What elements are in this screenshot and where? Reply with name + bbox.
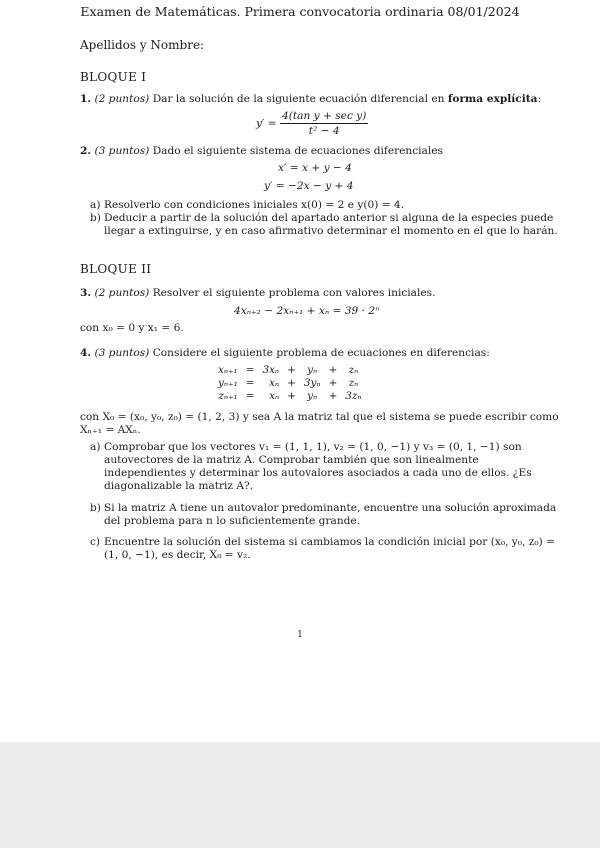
q3-text: Resolver el siguiente problema con valores iniciales. — [152, 287, 436, 299]
system-eq: = — [245, 377, 255, 389]
system-t2: yₙ — [307, 364, 318, 376]
system-t2: 3yₙ — [303, 377, 321, 389]
q2-a-label: a) — [90, 199, 101, 211]
system-row — [214, 390, 366, 403]
q1-colon: : — [537, 93, 542, 105]
q2-b-label: b) — [90, 212, 101, 224]
q1-points: (2 puntos) — [94, 93, 150, 105]
q2-points: (3 puntos) — [94, 145, 150, 157]
q2-item-b — [90, 212, 560, 238]
q4-system — [214, 364, 366, 403]
system-op2: + — [328, 377, 338, 389]
q4-b-label: b) — [90, 502, 101, 514]
exam-title: Examen de Matemáticas. Primera convocatoria ordinaria 08/01/2024 — [80, 4, 520, 19]
q4-a-label: a) — [90, 441, 101, 453]
q4-c-text: Encuentre la solución del sistema si cambiamos la condición inicial por (x₀, y₀, z₀) = (1, 0, −1), es decir, X₀ = v₂. — [104, 536, 555, 561]
q1-numerator: 4(tan y + sec y) — [282, 110, 367, 122]
q2-eq2: y′ = −2x − y + 4 — [264, 180, 354, 192]
name-label: Apellidos y Nombre: — [80, 38, 205, 52]
q1-text: Dar la solución de la siguiente ecuación diferencial en — [152, 93, 445, 105]
system-op1: + — [287, 390, 296, 402]
q4-intro-line2: Xₙ₊₁ = AXₙ. — [80, 424, 141, 436]
q4-number: 4. — [80, 347, 92, 359]
q1-statement — [80, 93, 541, 106]
q3-equation: 4xₙ₊₂ − 2xₙ₊₁ + xₙ = 39 · 2ⁿ — [234, 305, 380, 317]
q2-statement — [80, 145, 443, 158]
q3-statement — [80, 287, 435, 300]
q1-emphasis: forma explícita — [447, 93, 538, 105]
q3-number: 3. — [80, 287, 92, 299]
q1-equation — [256, 110, 368, 137]
q2-eq1: x′ = x + y − 4 — [278, 162, 352, 174]
system-op1: + — [287, 364, 296, 376]
system-t3: zₙ — [348, 377, 359, 389]
q2-number: 2. — [80, 145, 92, 157]
system-t3: zₙ — [348, 364, 359, 376]
system-eq: = — [245, 390, 255, 402]
q4-item-c — [90, 536, 560, 562]
q4-text: Considere el siguiente problema de ecuaciones en diferencias: — [152, 347, 490, 359]
system-t3: 3zₙ — [345, 390, 362, 402]
q1-number: 1. — [80, 93, 92, 105]
q4-a-text: Comprobar que los vectores v₁ = (1, 1, 1), v₂ = (1, 0, −1) y v₃ = (0, 1, −1) son autovectores de la matriz A. Comprobar también que son linealmente independientes y determinar los autovalores asociados a cada uno de ellos. ¿Es diagonalizable la matriz A?. — [104, 441, 532, 492]
q2-a-text: Resolverlo con condiciones iniciales x(0) = 2 e y(0) = 4. — [104, 199, 405, 211]
q4-intro-line1: con X₀ = (x₀, y₀, z₀) = (1, 2, 3) y sea A la matriz tal que el sistema se puede escribir como — [80, 411, 559, 423]
system-op1: + — [287, 377, 296, 389]
system-op2: + — [328, 390, 338, 402]
system-lhs: zₙ₊₁ — [218, 390, 238, 402]
q2-item-a — [90, 199, 556, 212]
page-number: 1 — [297, 630, 303, 640]
q4-b-text: Si la matriz A tiene un autovalor predominante, encuentre una solución aproximada del problema para n lo suficientemente grande. — [104, 502, 557, 527]
q1-denominator: t² − 4 — [308, 125, 340, 137]
q4-c-label: c) — [90, 536, 101, 548]
q1-fraction — [280, 110, 368, 137]
system-lhs: xₙ₊₁ — [218, 364, 238, 376]
q4-item-b — [90, 502, 560, 528]
system-row — [214, 377, 366, 390]
q3-conditions: con x₀ = 0 y x₁ = 6. — [80, 322, 184, 334]
q2-text: Dado el siguiente sistema de ecuaciones diferenciales — [152, 145, 443, 157]
q3-points: (2 puntos) — [94, 287, 150, 299]
q4-statement — [80, 347, 490, 360]
system-lhs: yₙ₊₁ — [218, 377, 238, 389]
q1-lhs: y′ = — [256, 117, 277, 130]
q4-points: (3 puntos) — [94, 347, 150, 359]
block1-title: BLOQUE I — [80, 70, 147, 84]
system-t1: xₙ — [269, 390, 280, 402]
system-t1: xₙ — [269, 377, 280, 389]
q2-b-text: Deducir a partir de la solución del apartado anterior si alguna de la especies puede llegar a extinguirse, y en caso afirmativo determinar el momento en el que lo harán. — [104, 212, 558, 237]
system-t1: 3xₙ — [262, 364, 280, 376]
q4-item-a — [90, 441, 560, 493]
system-op2: + — [328, 364, 338, 376]
system-row — [214, 364, 366, 377]
system-eq: = — [245, 364, 255, 376]
block2-title: BLOQUE II — [80, 262, 152, 276]
system-t2: yₙ — [307, 390, 318, 402]
